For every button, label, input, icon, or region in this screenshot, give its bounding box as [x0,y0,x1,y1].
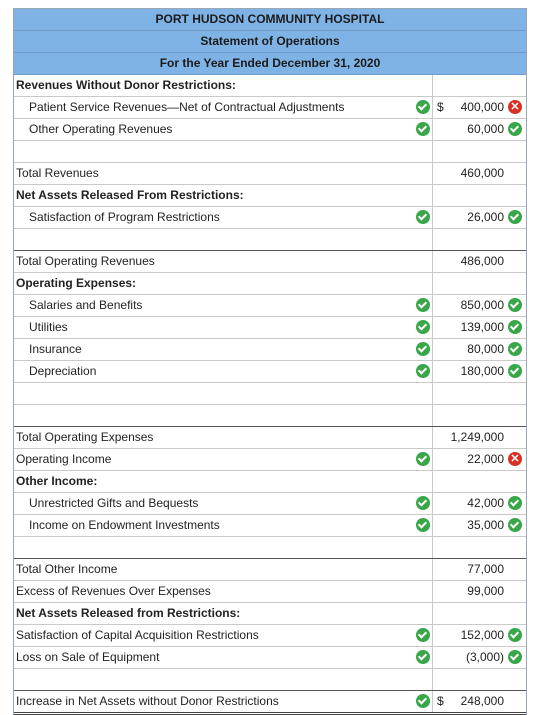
row-label: Operating Expenses: [16,276,137,290]
row-label: Patient Service Revenues—Net of Contractual Adjustments [29,100,345,114]
row-label: Total Operating Expenses [16,430,154,444]
blank-row [14,141,526,163]
amount-value: 486,000 [460,254,504,268]
check-icon [416,628,430,642]
check-icon [508,320,522,334]
row-label: Insurance [29,342,82,356]
table-row [14,625,526,647]
table-row [14,449,526,471]
table-row [14,317,526,339]
check-icon [508,298,522,312]
amount-input[interactable]: 400,000 [460,100,504,114]
row-label: Loss on Sale of Equipment [16,650,160,664]
row-label: Operating Income [16,452,112,466]
section-header-row [14,273,526,295]
blank-row [14,669,526,691]
amount-input[interactable]: 180,000 [460,364,504,378]
table-row [14,581,526,603]
check-icon [416,298,430,312]
amount-value: 1,249,000 [450,430,504,444]
currency-symbol: $ [437,100,444,114]
check-icon [416,452,430,466]
check-icon [508,122,522,136]
row-label: Total Other Income [16,562,118,576]
amount-value: 460,000 [460,166,504,180]
check-icon [508,210,522,224]
row-label: Unrestricted Gifts and Bequests [29,496,199,510]
table-row [14,515,526,537]
check-icon [416,518,430,532]
check-icon [508,518,522,532]
amount-input[interactable]: 152,000 [460,628,504,642]
row-label: Satisfaction of Capital Acquisition Restrictions [16,628,259,642]
row-label: Total Operating Revenues [16,254,155,268]
table-row [14,163,526,185]
row-label: Depreciation [29,364,97,378]
amount-input[interactable]: 22,000 [467,452,504,466]
amount-value: 99,000 [467,584,504,598]
blank-row [14,537,526,559]
table-row [14,361,526,383]
section-header-row [14,185,526,207]
amount-input[interactable]: 248,000 [460,694,504,708]
section-header-row [14,75,526,97]
statement-table [13,8,527,715]
table-row [14,691,526,715]
check-icon [416,100,430,114]
row-label: Net Assets Released from Restrictions: [16,606,241,620]
row-label: Excess of Revenues Over Expenses [16,584,211,598]
amount-input[interactable]: 850,000 [460,298,504,312]
row-label: Other Operating Revenues [29,122,173,136]
amount-input[interactable]: 42,000 [467,496,504,510]
check-icon [416,210,430,224]
table-row [14,295,526,317]
table-row [14,251,526,273]
row-label: Increase in Net Assets without Donor Restrictions [16,694,279,708]
amount-input[interactable]: 80,000 [467,342,504,356]
amount-input[interactable]: (3,000) [465,650,504,664]
row-label: Net Assets Released From Restrictions: [16,188,244,202]
currency-symbol: $ [437,694,444,708]
table-row [14,493,526,515]
check-icon [416,342,430,356]
row-label: Utilities [29,320,68,334]
section-header-row [14,603,526,625]
check-icon [508,342,522,356]
incorrect-icon: ✕ [508,100,522,114]
check-icon [416,320,430,334]
table-row [14,97,526,119]
blank-row [14,383,526,405]
table-row [14,339,526,361]
amount-input[interactable]: 60,000 [467,122,504,136]
incorrect-icon: ✕ [508,452,522,466]
check-icon [508,364,522,378]
row-label: Revenues Without Donor Restrictions: [16,78,236,92]
table-row [14,207,526,229]
row-label: Other Income: [16,474,98,488]
amount-input[interactable]: 26,000 [467,210,504,224]
check-icon [416,650,430,664]
amount-input[interactable]: 139,000 [460,320,504,334]
table-row [14,119,526,141]
row-label: Income on Endowment Investments [29,518,220,532]
check-icon [416,364,430,378]
statement-title: Statement of Operations [14,31,526,53]
amount-input[interactable]: 35,000 [467,518,504,532]
section-header-row [14,471,526,493]
row-label: Total Revenues [16,166,99,180]
row-label: Satisfaction of Program Restrictions [29,210,220,224]
check-icon [416,694,430,708]
blank-row [14,405,526,427]
check-icon [416,122,430,136]
check-icon [508,628,522,642]
amount-value: 77,000 [467,562,504,576]
row-label: Salaries and Benefits [29,298,143,312]
check-icon [416,496,430,510]
table-row [14,427,526,449]
check-icon [508,496,522,510]
table-row [14,559,526,581]
statement-period: For the Year Ended December 31, 2020 [14,53,526,75]
check-icon [508,650,522,664]
hospital-name: PORT HUDSON COMMUNITY HOSPITAL [14,9,526,31]
blank-row [14,229,526,251]
table-row [14,647,526,669]
